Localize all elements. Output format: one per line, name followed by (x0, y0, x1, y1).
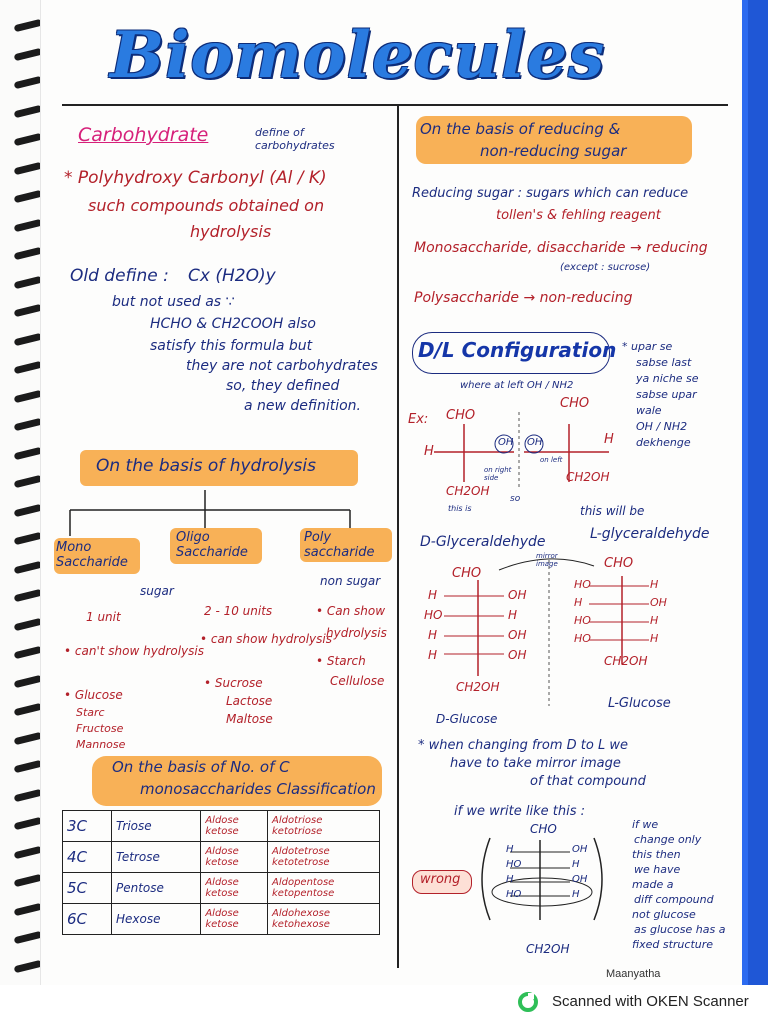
spiral-ring (14, 47, 43, 61)
old-define-line: but not used as ∵ (112, 294, 235, 310)
spiral-ring (14, 389, 43, 403)
nonsugar-label: non sugar (320, 574, 381, 588)
table-cell: Aldose ketose (201, 873, 268, 904)
monosaccharide-table (62, 810, 380, 935)
poly-point: Cellulose (330, 674, 385, 688)
glucose-structures (404, 556, 704, 706)
l-glucose-left: HO (574, 632, 591, 645)
spiral-ring (14, 817, 43, 831)
reducing-heading-2: non-reducing sugar (480, 142, 627, 160)
carbon-heading-1: On the basis of No. of C (112, 758, 290, 776)
spiral-ring (14, 332, 43, 346)
star-note-1: * when changing from D to L we (418, 738, 628, 753)
spiral-ring (14, 874, 43, 888)
spiral-ring (14, 104, 43, 118)
spiral-ring (14, 731, 43, 745)
branch-mono: Mono Saccharide (56, 540, 128, 570)
hydrolysis-heading: On the basis of hydrolysis (96, 456, 316, 476)
so-label: so (510, 494, 521, 504)
spiral-ring (14, 418, 43, 432)
star-note-2: have to take mirror image (450, 756, 621, 771)
title-area (110, 18, 670, 98)
d-glucose-left: H (428, 588, 438, 602)
l-glucose-left: HO (574, 578, 591, 591)
ex-label: Ex: (408, 412, 429, 427)
old-define-line: satisfy this formula but (150, 338, 313, 354)
l-glucose-right: H (650, 614, 659, 627)
l-gly-h: H (604, 432, 614, 447)
dl-side-note-line: sabse last (636, 356, 692, 369)
mono-point: Fructose (76, 722, 124, 735)
oligo-point: 2 - 10 units (204, 604, 273, 618)
spiral-ring (14, 560, 43, 574)
oligo-point: • can show hydrolysis (200, 632, 332, 646)
table-cell: Aldopentose ketopentose (268, 873, 380, 904)
d-glu-ch2oh: CH2OH (456, 680, 500, 694)
old-define-line: HCHO & CH2COOH also (150, 316, 316, 332)
table-cell: Aldohexose ketohexose (268, 904, 380, 935)
wrong-left: H (506, 874, 514, 885)
wrong-side-note-line: made a (632, 878, 674, 891)
spiral-ring (14, 133, 43, 147)
oligo-point: Lactose (226, 694, 273, 708)
spiral-ring (14, 218, 43, 232)
wrong-ch2oh: CH2OH (526, 942, 570, 956)
wrong-left: H (506, 844, 514, 855)
definition-line-3: hydrolysis (190, 222, 272, 241)
wrong-structure (470, 820, 620, 940)
table-row (63, 811, 380, 842)
oligo-point: Maltose (226, 712, 273, 726)
wrong-left: HO (506, 889, 522, 900)
d-glucose-right: OH (508, 628, 527, 642)
l-glucose-left: H (574, 596, 583, 609)
table-cell: Hexose (112, 904, 201, 935)
title-divider (62, 104, 728, 106)
l-glucose-label: L-Glucose (608, 696, 671, 711)
dl-side-note-line: wale (636, 404, 662, 417)
wrong-cho: CHO (530, 822, 557, 836)
branch-poly: Poly saccharide (304, 530, 375, 560)
spiral-ring (14, 161, 43, 175)
d-gly-cho: CHO (446, 408, 476, 423)
spiral-ring (14, 19, 43, 33)
wrong-label: wrong (420, 872, 461, 887)
spiral-ring (14, 503, 43, 517)
star-note-3: of that compound (530, 774, 646, 789)
if-we-write: if we write like this : (454, 804, 586, 819)
spiral-ring (14, 76, 43, 90)
spiral-ring (14, 247, 43, 261)
spiral-ring (14, 304, 43, 318)
spiral-ring (14, 361, 43, 375)
wrong-right: H (572, 859, 580, 870)
carbohydrate-heading: Carbohydrate (78, 124, 209, 146)
reducing-def-2: tollen's & fehling reagent (496, 208, 661, 223)
spiral-ring (14, 475, 43, 489)
l-glu-ch2oh: CH2OH (604, 654, 648, 668)
branch-oligo: Oligo Saccharide (176, 530, 248, 560)
dl-side-note-line: ya niche se (636, 372, 699, 385)
table-cell: Tetrose (112, 842, 201, 873)
wrong-side-note-line: as glucose has a (634, 923, 726, 936)
mono-point: 1 unit (86, 610, 121, 624)
old-define-line: they are not carbohydrates (186, 358, 378, 374)
spiral-ring (14, 902, 43, 916)
poly-line: Polysaccharide → non-reducing (414, 290, 633, 306)
mono-point: • can't show hydrolysis (64, 644, 204, 658)
spiral-ring (14, 703, 43, 717)
old-define-line: so, they defined (226, 378, 340, 394)
wrong-side-note-line: change only (634, 833, 702, 846)
mono-di-line: Monosaccharide, disaccharide → reducing (414, 240, 708, 256)
dl-side-note-line: dekhenge (636, 436, 691, 449)
reducing-def-1: Reducing sugar : sugars which can reduce (412, 186, 689, 201)
d-glucose-right: OH (508, 588, 527, 602)
d-gly-h: H (424, 444, 434, 459)
d-glu-cho: CHO (452, 566, 482, 581)
table-cell: Aldose ketose (201, 811, 268, 842)
d-gly-ch2oh: CH2OH (446, 484, 490, 498)
old-define-line: a new definition. (244, 398, 361, 414)
spiral-ring (14, 931, 43, 945)
l-gly-oh: OH (527, 437, 543, 448)
dl-heading: D/L Configuration (418, 338, 617, 362)
page-title: Biomolecules (110, 18, 606, 93)
wrong-side-note-line: not glucose (632, 908, 696, 921)
spiral-ring (14, 788, 43, 802)
definition-line-2: such compounds obtained on (88, 196, 325, 215)
table-cell: 5C (63, 873, 112, 904)
table-cell: 3C (63, 811, 112, 842)
poly-point: hydrolysis (326, 626, 387, 640)
wrong-right: H (572, 889, 580, 900)
exception-note: (except : sucrose) (560, 262, 651, 273)
scanner-watermark: Scanned with OKEN Scanner (552, 993, 749, 1010)
table-cell: 6C (63, 904, 112, 935)
mono-point: • Glucose (64, 688, 123, 702)
l-glyceraldehyde: L-glyceraldehyde (590, 526, 710, 542)
table-cell: Aldotriose ketotriose (268, 811, 380, 842)
definition-line-1: * Polyhydroxy Carbonyl (Al / K) (64, 168, 327, 188)
poly-point: • Can show (316, 604, 386, 618)
spiral-ring (14, 190, 43, 204)
mono-point: Starc (76, 706, 105, 719)
spiral-ring (14, 275, 43, 289)
spiral-ring (14, 646, 43, 660)
dl-side-note-line: OH / NH2 (636, 420, 688, 433)
spiral-ring (14, 617, 43, 631)
spiral-ring (14, 760, 43, 774)
table-cell: Aldose ketose (201, 904, 268, 935)
l-glucose-right: H (650, 632, 659, 645)
wrong-side-note-line: diff compound (634, 893, 714, 906)
wrong-side-note-line: if we (632, 818, 659, 831)
d-glucose-right: H (508, 608, 518, 622)
wrong-side-note-line: this then (632, 848, 681, 861)
carbon-heading-2: monosaccharides Classification (140, 780, 376, 798)
mono-point: Mannose (76, 738, 126, 751)
blue-cover-edge (744, 0, 768, 985)
dl-side-note-line: * upar se (622, 340, 673, 353)
d-glucose-left: H (428, 648, 438, 662)
d-gly-oh: OH (498, 437, 514, 448)
this-is: this is (448, 504, 472, 513)
poly-point: • Starch (316, 654, 366, 668)
wrong-left: HO (506, 859, 522, 870)
dl-subheading: where at left OH / NH2 (460, 380, 574, 391)
wrong-side-note-line: fixed structure (632, 938, 714, 951)
table-cell: Aldotetrose ketotetrose (268, 842, 380, 873)
wrong-right: OH (572, 844, 588, 855)
wrong-right: OH (572, 874, 588, 885)
mirror-image-label: mirror image (536, 552, 558, 568)
spiral-ring (14, 845, 43, 859)
dl-side-note-line: sabse upar (636, 388, 697, 401)
l-glucose-right: OH (650, 596, 667, 609)
oken-logo-icon (518, 992, 538, 1012)
l-glucose-right: H (650, 578, 659, 591)
sugar-label: sugar (140, 584, 174, 598)
l-gly-cho: CHO (560, 396, 590, 411)
table-cell: Aldose ketose (201, 842, 268, 873)
signature: Maanyatha (606, 968, 661, 980)
spiral-ring (14, 959, 43, 973)
l-gly-ch2oh: CH2OH (566, 470, 610, 484)
l-glucose-left: HO (574, 614, 591, 627)
table-row (63, 842, 380, 873)
spiral-ring (14, 532, 43, 546)
wrong-side-note-line: we have (634, 863, 681, 876)
oligo-point: • Sucrose (204, 676, 263, 690)
table-cell: Triose (112, 811, 201, 842)
old-define-formula: Cx (H2O)y (188, 266, 276, 286)
table-cell: Pentose (112, 873, 201, 904)
this-will-be: this will be (580, 504, 645, 518)
d-glucose-right: OH (508, 648, 527, 662)
l-glu-cho: CHO (604, 556, 634, 571)
on-left: on left (540, 456, 563, 464)
old-define-label: Old define : (70, 266, 169, 286)
spiral-ring (14, 446, 43, 460)
reducing-heading-1: On the basis of reducing & (420, 120, 621, 138)
table-row (63, 904, 380, 935)
d-glucose-left: H (428, 628, 438, 642)
d-glucose-label: D-Glucose (436, 712, 498, 726)
on-right-side: on right side (484, 466, 512, 482)
spiral-ring (14, 674, 43, 688)
spiral-binding (0, 0, 40, 985)
table-row (63, 873, 380, 904)
d-glyceraldehyde: D-Glyceraldehyde (420, 534, 546, 550)
table-cell: 4C (63, 842, 112, 873)
d-glucose-left: HO (424, 608, 443, 622)
define-note: define of carbohydrates (255, 126, 335, 152)
spiral-ring (14, 589, 43, 603)
